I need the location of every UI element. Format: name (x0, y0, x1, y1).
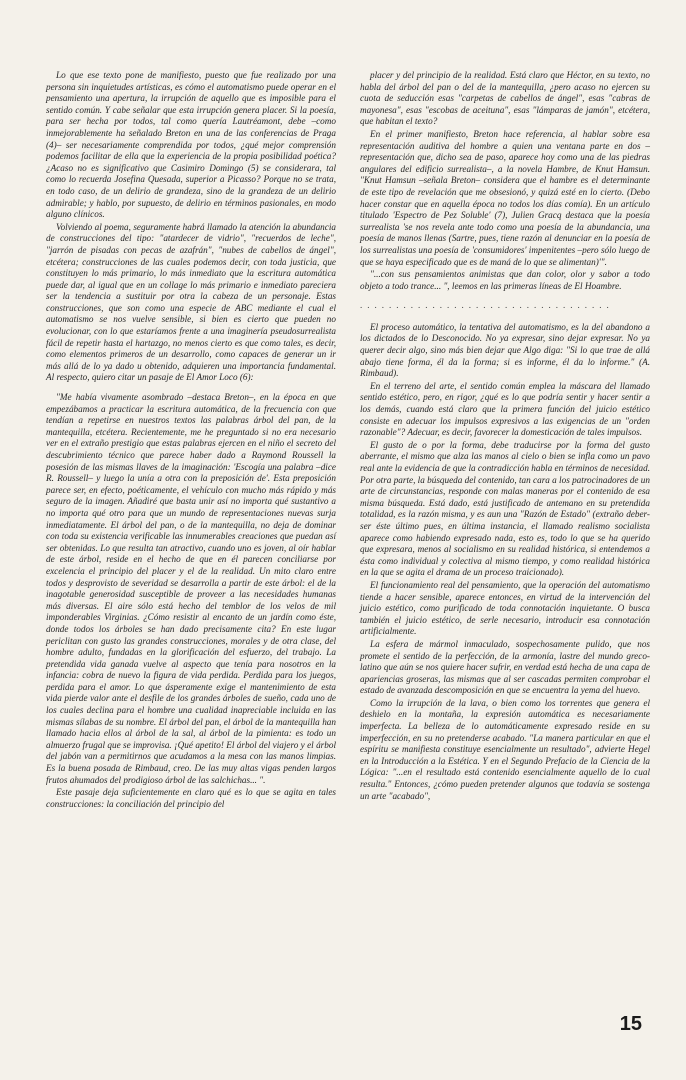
paragraph: El gusto de o por la forma, debe traducirse por la forma del gusto aberrante, el mismo que alza las manos al cielo o bien se infla como un pavo real ante la evidencia de que la contradicción habla en términos de necesidad. Por otra parte, la búsqueda del contenido, tan cara a los patrocinadores de un arte de circunstancias, responde con malas maneras por el contenido de esa misma búsqueda. Está dado, está justificado de antemano en su pretendida totalidad, es la razón misma, y es aun una "Razón de Estado" (extraño deber-ser éste último pues, en última instancia, el llamado realismo socialista aparece como habiendo expresado nada, esto es, todo lo que se ha querido que expresara, menos al socialismo en su realidad histórica, si entendemos a ésta como individual y colectiva al mismo tiempo, y como realidad histórica en la que se agita el drama de un proceso traicionado). (360, 439, 650, 578)
paragraph: placer y del principio de la realidad. Está claro que Héctor, en su texto, no habla del árbol del pan o del de la mantequilla, ¿pero acaso no ejercen su cuota de seducción esas "carpetas de cabellos de ángel", esas "cabras de mayonesa", esas "escobas de aceituna", esas "lámparas de jamón", etcétera, que habitan el texto? (360, 70, 650, 127)
paragraph: Como la irrupción de la lava, o bien como los torrentes que genera el deshielo en la montaña, la expresión automática es necesariamente imperfecta. La belleza de lo automáticamente expresado reside en su imperfección, en su no pretenderse acabado. "La manera particular en que el espíritu se manifiesta constituye esencialmente un resultado", advierte Hegel en la Introducción a la Estética. Y en el Segundo Prefacio de la Ciencia de la Lógica: "...en el resultado está contenido esencialmente aquello de lo cual resulta." Entonces, ¿cómo pueden pretender algunos que todavía se sostenga un arte "acabado", (360, 697, 650, 801)
quote-paragraph: "Me había vivamente asombrado –destaca Breton–, en la época en que empezábamos a practicar la escritura automática, de la frecuencia con que tendían a repetirse en nuestros textos las palabras árbol del pan, de la mantequilla, etcétera. Recientemente, me he preguntado si no era necesario ver en el extraño prestigio que estas palabras ejercen en el niño el secreto del descubrimiento técnico que parece haber dado a Raymond Roussell la posesión de las mismas llaves de la imaginación: 'Escogía una palabra –dice R. Roussell– y luego la unía a otra con la preposición de'. Esta preposición parece ser, en efecto, poéticamente, el vehículo con mucho más rápido y más seguro de la imagen. Añadiré que basta unir así no importa qué sustantivo a no importa qué otro para que un mundo de representaciones nuevas surja inmediatamente. El árbol del pan, o de la mantequilla, no deja de dominar con toda su existencia verificable las innumerables creaciones que puedan así ser obtenidas. Lo que resulta tan atractivo, cuando uno es joven, al oír hablar de este árbol, reside en el hecho de que en él parecen conciliarse por excelencia el principio del placer y el de la realidad. Un mito claro entre todos y desprovisto de severidad se desarrolla a partir de este árbol: el de la inagotable generosidad susceptible de proveer a las necesidades humanas más diversas. El aire sólo está hecho del temblor de los velos de mil imponderables Virginias. ¿Cómo resistir al encanto de un jardín como éste, donde todos los árboles se han dado precisamente cita? En este lugar periclitan con gusto las grandes construcciones, morales y de otra clase, del hombre adulto, fundadas en la glorificación del esfuerzo, del trabajo. La pretendida vida ganada vuelve al aspecto que tenía para nosotros en la infancia: cobra de nuevo la figura de vida perdida. Perdida para los juegos, perdida para el amor. Lo que ásperamente exige el mantenimiento de esta vida pierde valor ante el desfile de los grandes árboles de sueño, cada uno de los cuales declina para el hombre una cualidad inapreciable incluida en las mismas sílabas de su nombre. El árbol del pan, el árbol de la mantequilla han llamado hacia ellos al árbol de la sal, al árbol de la pimienta: es todo un almuerzo frugal que se improvisa. ¡Qué apetito! El árbol del viajero y el árbol del jabón van a permitirnos que acudamos a la mesa con las manos limpias. Es la buena posada de Rimbaud, creo. De las muy altas vigas penden largos frutos ahumados del prodigioso árbol de las salchichas... ". (46, 392, 336, 785)
page-number: 15 (619, 1013, 642, 1035)
paragraph: "...con sus pensamientos animistas que dan color, olor y sabor a todo objeto a todo trance... ", leemos en las primeras líneas de El Hoambre. (360, 269, 650, 291)
paragraph: Este pasaje deja suficientemente en claro qué es lo que se agita en tales construcciones: la conciliación del principio del (46, 787, 336, 809)
paragraph: En el primer manifiesto, Breton hace referencia, al hablar sobre esa representación auditiva del hombre a quien una ventana parte en dos –representación que, dicho sea de paso, aparece hoy como una de las piedras angulares del edificio surrealista–, a la novela Hambre, de Knut Hamsun. "Knut Hamsun –señala Breton– considera que el hambre es el determinante de este tipo de revelación que me obsesionó, y quizá esté en lo cierto. (Debo hacer constar que en aquella época no todos los días comía). En un artículo titulado 'Espectro de Pez Soluble' (7), Julien Gracq destaca que la poesía surrealista 'se nos revela ante todo como una poesía de la abundancia, una poesía de manos llenas (Sartre, pues, tiene razón al denunciar en la poesía de los surrealistas una poesía de 'consumidores' impenitentes –pero sólo luego de que se haya especificado que es de maná de lo que se alimentan)'". (360, 128, 650, 267)
right-column (360, 70, 650, 803)
left-column (46, 70, 336, 811)
paragraph: El proceso automático, la tentativa del automatismo, es la del abandono a los dictados de lo Desconocido. No ya expresar, sino dejar expresar. No ya querer decir algo, sino más bien dejar que Algo diga: "Si lo que trae de allá abajo tiene forma, él da la forma; si es informe, él da lo informe." (A. Rimbaud). (360, 321, 650, 379)
paragraph: La esfera de mármol inmaculado, sospechosamente pulido, que nos promete el sentido de la perfección, de la armonía, lastre del mundo greco-latino que aún se nos quiere hacer sufrir, en verdad está hecha de una capa de apariencias groseras, las mismas que al ser cascadas permiten comprobar el estado de avanzada descomposición en que se encuentra la yema del huevo. (360, 638, 650, 696)
paragraph: Lo que ese texto pone de manifiesto, puesto que fue realizado por una persona sin inquietudes artísticas, es cómo el automatismo puede operar en el pensamiento una apertura, la irrupción de aquello que es imposible para el sentido común. Y cabe señalar que esta irrupción genera placer. Si la poesía, para ser hecha por todos, tal como quería Lautréamont, debe –como inmejorablemente ha señalado Breton en una de las conferencias de Praga (4)– ser necesariamente comprendida por todos, ¿qué mejor comprensión podemos facilitar de ella que la experiencia de la propia posibilidad poética? ¿Acaso no es significativo que Casimiro Domingo (5) se considerara, tal como lo recuerda Josefina Quesada, superior a Picasso? Porque no se trata, en todo caso, de un delirio de grandeza, sino de la grandeza de un delirio admirable; y hablo, por supuesto, de delirio en términos pasionales, en modo alguno clínicos. (46, 70, 336, 220)
section-separator: ................................... (360, 300, 614, 311)
paragraph: El funcionamiento real del pensamiento, que la operación del automatismo tiende a hacer sensible, aparece entonces, en virtud de la intervención del juicio estético, como purificado de toda connotación inquietante. O busca también el juicio estético, de serle necesario, introducir esa connotación artificialmente. (360, 579, 650, 637)
paragraph: En el terreno del arte, el sentido común emplea la máscara del llamado sentido estético, pero, en rigor, ¿qué es lo que podría sentir y hacer sentir a los demás, cuando está claro que la primera función del juicio estético consiste en adecuar los impulsos expresivos a las exigencias de un "orden razonable"? Adecuar, es decir, favorecer la domesticación de tales impulsos. (360, 380, 650, 438)
paragraph: Volviendo al poema, seguramente habrá llamado la atención la abundancia de construcciones del tipo: "atardecer de vidrio", "recuerdos de leche", "jarrón de pisadas con pecas de azafrán", "nubes de cabellos de ángel", etcétera; construcciones de las cuales podemos decir, con toda justicia, que constituyen lo más primario, lo más inmediato que la escritura automática puede dar, al igual que en un collage lo más primario e inmediato pareciera ser la tendencia a sustituir por otra la cabeza de un personaje. Estas construcciones, que son como una especie de ABC mediante el cual el automatismo se nos vuelve sensible, si bien es cierto que pueden no evolucionar, con lo que estaríamos frente a una imaginería pseudosurrealista fácil de repetir hasta el hartazgo, no menos cierto es que como tales, es decir, como elementos primeros de un desarrollo, como capaces de generar un ir más allá de lo ya dado u obtenido, adquieren una importancia fundamental. Al respecto, quiero citar un pasaje de El Amor Loco (6): (46, 221, 336, 383)
